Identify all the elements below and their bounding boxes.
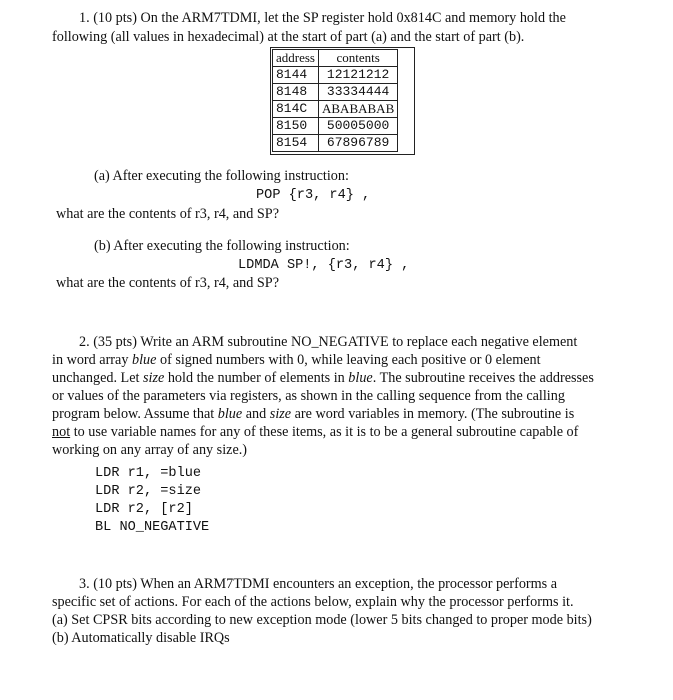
part-a-intro: (a) After executing the following instruction: [94,168,349,184]
q2-text: program below. Assume that [52,406,218,422]
contents-cell: 50005000 [319,118,398,135]
code-line: LDR r1, =blue [95,466,202,481]
q2-line-1: 2. (35 pts) Write an ARM subroutine NO_NEGATIVE to replace each negative element [79,334,578,350]
address-cell: 8150 [273,118,319,135]
q2-text: to use variable names for any of these items, as it is to be a general subroutine capable of [70,424,579,440]
contents-cell: 67896789 [319,135,398,152]
q3-line-1: 3. (10 pts) When an ARM7TDMI encounters an exception, the processor performs a [79,576,558,592]
q2-line-5 [52,406,574,423]
q2-line-7: working on any array of any size.) [52,442,248,458]
table-row [273,101,398,118]
blue-term: blue [348,370,373,386]
q2-line-3 [52,370,594,387]
blue-term: blue [131,352,157,368]
size-term: size [143,370,165,386]
q2-line-6 [52,424,578,441]
q3-line-3: (a) Set CPSR bits according to new exception mode (lower 5 bits changed to proper mode bits) [52,612,592,628]
contents-cell: 12121212 [319,67,398,84]
q2-text: are word variables in memory. (The subroutine is [291,406,575,422]
q2-text: in word array [52,352,132,368]
header-contents: contents [319,50,398,67]
memory-table [272,49,398,152]
part-b-instruction: LDMDA SP!, {r3, r4} , [238,258,410,273]
q2-text: and [242,406,270,422]
q2-text: unchanged. Let [52,370,143,386]
table-row [273,135,398,152]
q3-line-4: (b) Automatically disable IRQs [52,630,230,646]
q2-text: hold the number of elements in [164,370,349,386]
q2-text: . The subroutine receives the addresses [372,370,594,386]
part-b-question: what are the contents of r3, r4, and SP? [56,275,279,291]
q3-line-2: specific set of actions. For each of the actions below, explain why the processor performs it. [52,594,574,610]
q1-line-1: 1. (10 pts) On the ARM7TDMI, let the SP register hold 0x814C and memory hold the [79,10,566,26]
q1-line-2: following (all values in hexadecimal) at the start of part (a) and the start of part (b). [52,29,525,45]
part-a-question: what are the contents of r3, r4, and SP? [56,206,279,222]
code-line: BL NO_NEGATIVE [95,520,210,535]
table-row [273,67,398,84]
not-term: not [52,424,71,440]
contents-cell: ABABABAB [319,101,398,118]
q2-line-4: or values of the parameters via registers, as shown in the calling sequence from the calling [52,388,565,404]
code-line: LDR r2, [r2] [95,502,193,517]
part-b-intro: (b) After executing the following instruction: [94,238,350,254]
address-cell: 814C [273,101,319,118]
table-row [273,118,398,135]
address-cell: 8144 [273,67,319,84]
q2-text: of signed numbers with 0, while leaving each positive or 0 element [156,352,541,368]
address-cell: 8148 [273,84,319,101]
q2-line-2 [52,352,541,369]
table-row [273,84,398,101]
part-a-instruction: POP {r3, r4} , [256,188,371,203]
size-term: size [269,406,292,422]
contents-cell: 33334444 [319,84,398,101]
header-address: address [273,50,319,67]
blue-term: blue [217,406,243,422]
memory-table-header [273,50,398,67]
address-cell: 8154 [273,135,319,152]
code-line: LDR r2, =size [95,484,202,499]
